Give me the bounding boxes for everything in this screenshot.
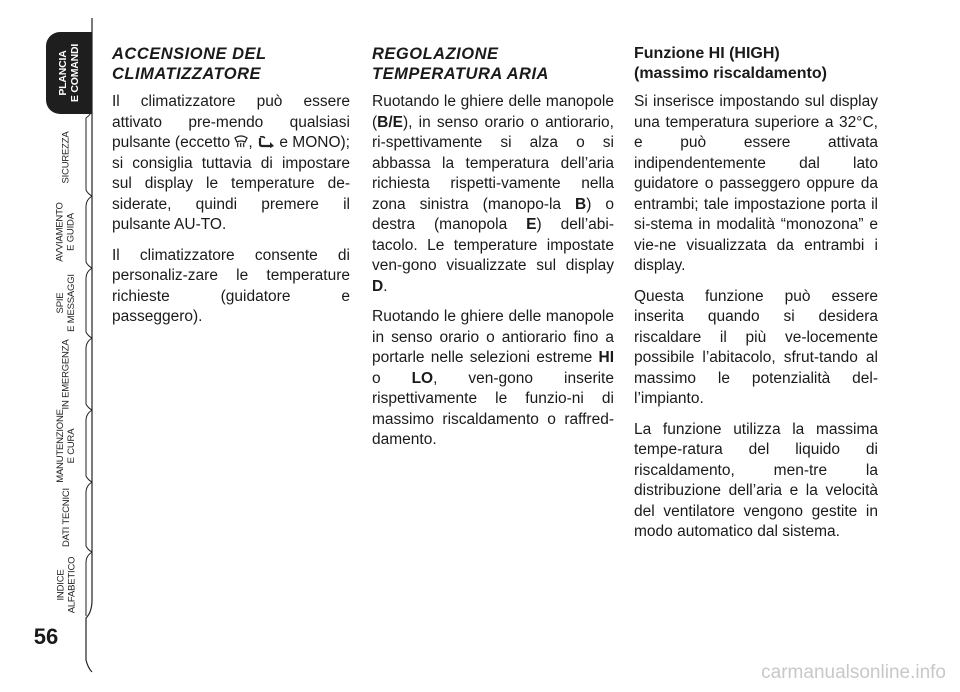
tab-label: SICUREZZA — [60, 130, 72, 184]
tab-indice-alfabetico[interactable] — [44, 554, 88, 616]
tab-spie-e-messaggi[interactable] — [44, 270, 88, 336]
text-run: . — [383, 277, 388, 295]
tab-label: DATI TECNICI — [60, 487, 72, 547]
tab-sicurezza[interactable] — [44, 120, 88, 194]
knob-ref: E — [526, 216, 537, 233]
knob-ref: B — [575, 195, 587, 213]
text-run: o — [372, 369, 412, 387]
text-run: Il climatizzatore può essere attivato pre-mendo qualsiasi pulsante (eccetto — [112, 93, 350, 151]
knob-ref: B/E — [377, 113, 404, 131]
tab-dati-tecnici[interactable] — [44, 484, 88, 550]
tab-label: IN EMERGENZA — [60, 339, 72, 409]
paragraph: Questa funzione può essere inserita quando si desidera riscaldare il più ve-locemente possibile l’abitacolo, sfrut-tando al massimo le potenzialità del-l’impianto. — [634, 287, 878, 407]
windshield-defrost-icon — [234, 135, 248, 149]
heading-regolazione: REGOLAZIONE TEMPERATURA ARIA — [372, 45, 549, 83]
text-run: Ruotando le ghiere delle manopole in senso orario o antiorario fino a portarle nelle selezioni estreme — [372, 308, 614, 366]
heading-line: Funzione HI (HIGH) — [634, 45, 780, 62]
lo-ref: LO — [411, 369, 434, 387]
hi-ref: HI — [598, 349, 614, 366]
tab-manutenzione-e-cura[interactable] — [44, 409, 88, 483]
watermark: carmanualsonline.info — [761, 662, 946, 683]
text-run: ) dell’abi-tacolo. Le temperature impostate ven-gono visualizzate sul display — [372, 216, 614, 274]
page-number: 56 — [33, 624, 59, 649]
heading-accensione: ACCENSIONE DEL CLIMATIZZATORE — [112, 45, 267, 83]
column-funzione-hi — [634, 44, 878, 553]
paragraph — [372, 307, 614, 451]
text-run: ), in senso orario o antiorario, ri-spettivamente si alza o si abbassa la temperatura dell’aria richiesta rispetti-vamente nella zona sinistra (manopo-la — [372, 113, 614, 213]
text-run: , — [248, 134, 258, 151]
air-recirculation-icon — [257, 135, 275, 149]
text-run: e MONO); si consiglia tuttavia di impostare sul display le temperature de-siderate, quindi premere il pulsante AU-TO. — [112, 134, 350, 233]
tab-label: PLANCIA E COMANDI — [57, 43, 82, 103]
tab-label: MANUTENZIONE E CURA — [55, 409, 78, 483]
tab-plancia-e-comandi[interactable] — [46, 32, 92, 114]
text-run: Ruotando le ghiere delle manopole ( — [372, 93, 614, 131]
text-run: ) o destra (manopola — [372, 195, 614, 233]
tab-in-emergenza[interactable] — [44, 340, 88, 408]
column-regolazione — [372, 44, 614, 461]
paragraph — [372, 92, 614, 297]
column-accensione — [112, 44, 350, 338]
paragraph: Si inserisce impostando sul display una temperatura superiore a 32°C, e può essere attivata indipendentemente dal lato guidatore o passeggero oppure da entrambi; tale impostazione porta il si-stema in modalità “monozona” e vie-ne visualizzata da entrambi i display. — [634, 93, 878, 274]
heading-line: (massimo riscaldamento) — [634, 65, 827, 82]
tab-label: SPIE E MESSAGGI — [55, 274, 77, 332]
tab-avviamento-e-guida[interactable] — [44, 198, 88, 266]
tab-label: INDICE ALFABETICO — [55, 556, 78, 614]
paragraph — [112, 92, 350, 236]
heading-funzione-hi — [634, 44, 878, 84]
display-ref: D — [372, 277, 384, 295]
paragraph: Il climatizzatore consente di personaliz-zare le temperature richieste (guidatore e passeggero). — [112, 246, 350, 325]
tab-label: AVVIAMENTO E GUIDA — [55, 202, 78, 262]
chapter-tab-rail — [0, 0, 100, 692]
paragraph: La funzione utilizza la massima tempe-ratura del liquido di riscaldamento, men-tre la distribuzione dell’aria e la velocità del ventilatore vengono gestite in modo automatico dal sistema. — [634, 420, 878, 540]
text-run: , ven-gono inserite rispettivamente le funzio-ni di massimo riscaldamento o raffred-damento. — [372, 369, 614, 448]
